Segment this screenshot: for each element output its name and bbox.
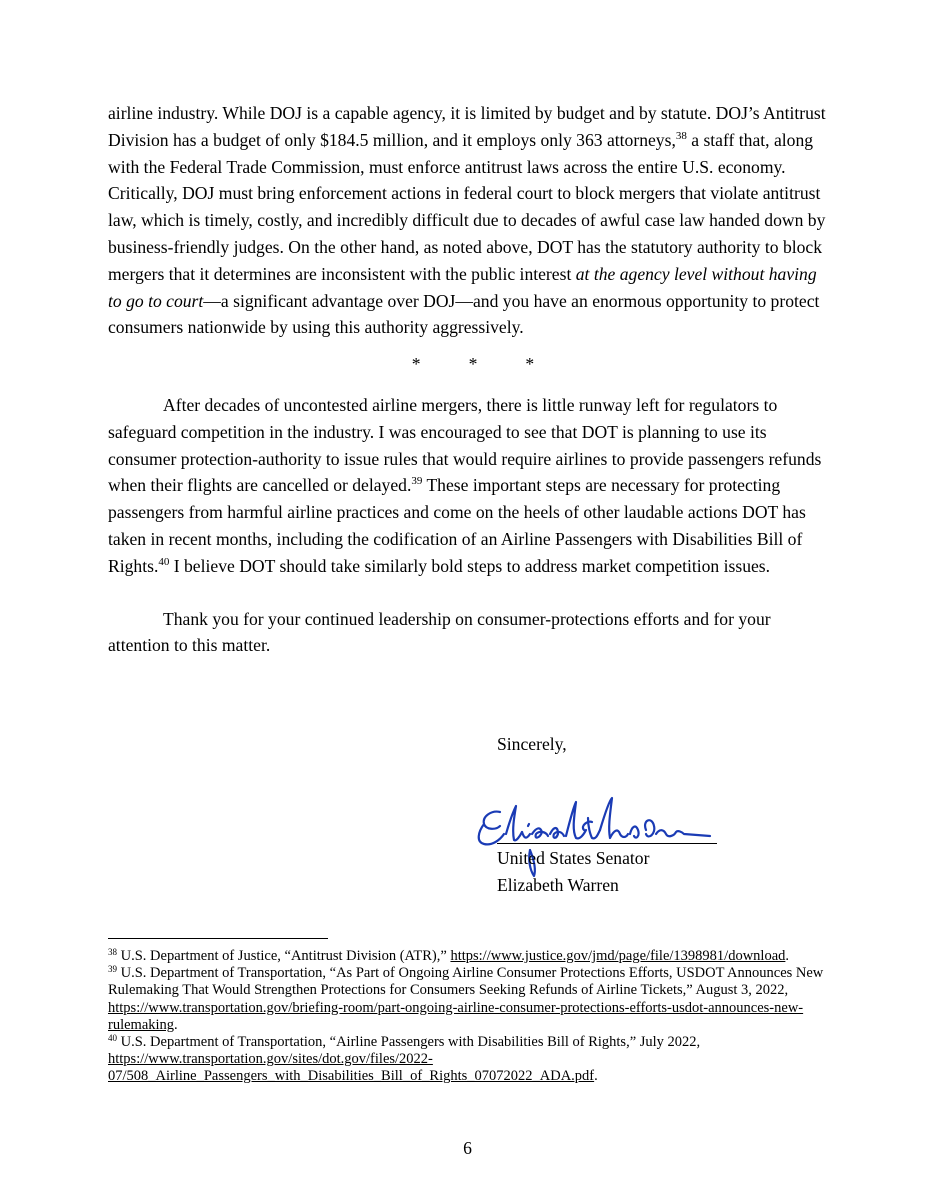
signer-title: United States Senator [497,848,650,868]
letter-body [108,100,830,659]
separator-asterisk: * [411,354,421,375]
separator-asterisk: * [525,354,535,375]
signer-name: Elizabeth Warren [497,874,619,895]
section-separator [108,351,830,378]
footnote-ref-40[interactable]: 40 [158,555,170,568]
paragraph-text: a staff that, along with the Federal Trade Commission, must enforce antitrust laws across the entire U.S. economy. Critically, DOJ must bring enforcement actions in federal court to block mergers that violate antitrust law, which is timely, costly, and incredibly difficult due to decades of awful case law handed down by business-friendly judges. On the other hand, as noted above, DOT has the statutory authority to block mergers that it determines are inconsistent with the public interest [108,129,826,284]
emphasized-text: at the agency level without having to go to court [108,263,817,311]
paragraph-thank-you: Thank you for your continued leadership on consumer-protections efforts and for your attention to this matter. [108,608,771,656]
paragraph-text: airline industry. While DOJ is a capable agency, it is limited by budget and by statute. DOJ’s Antitrust Division has a budget of only $184.5 million, and it employs only 363 attorneys, [108,103,826,150]
footnote-text: U.S. Department of Justice, “Antitrust Division (ATR),” [117,948,451,964]
footnote-number: 40 [108,1033,117,1044]
footnote-text: U.S. Department of Transportation, “Airline Passengers with Disabilities Bill of Rights,” July 2022, [117,1034,701,1051]
footnote-divider [108,938,328,939]
footnotes [108,948,830,1086]
footnote-link[interactable]: https://www.justice.gov/jmd/page/file/1398981/download [450,948,786,964]
footnote-tail: . [594,1068,598,1085]
footnote-number: 39 [108,964,117,975]
closing-salutation: Sincerely, [497,734,567,754]
footnote-ref-39[interactable]: 39 [411,475,423,488]
footnote-link[interactable]: https://www.transportation.gov/sites/dot.gov/files/2022-07/508_Airline_Passengers_with_Disabilities_Bill_of_Rights_07072022_ADA.pdf [108,1051,595,1085]
paragraph-text: After decades of uncontested airline mergers, there is little runway left for regulators to safeguard competition in the industry. I was encouraged to see that DOT is planning to use its consumer protection-authority to issue rules that would require airlines to provide passengers refunds when their flights are cancelled or delayed. [108,394,822,496]
separator-asterisk: * [468,354,478,375]
paragraph-text: I believe DOT should take similarly bold steps to address market competition issues. [169,555,771,576]
footnote-38 [108,948,830,965]
footnote-ref-38[interactable]: 38 [675,129,687,142]
footnote-text: U.S. Department of Transportation, “As Part of Ongoing Airline Consumer Protections Efforts, USDOT Announces New Rulemaking That Would Strengthen Protections for Consumers Seeking Refunds of Airline Tickets,” August 3, 2022, [108,965,824,999]
footnote-40 [108,1034,830,1086]
paragraph-consumer-protection [108,392,830,580]
paragraph-merger-authority [108,100,830,341]
footnote-number: 38 [108,947,117,957]
paragraph-text: —a significant advantage over DOJ—and you have an enormous opportunity to protect consumers nationwide by using this authority aggressively. [108,290,820,338]
paragraph-text: These important steps are necessary for protecting passengers from harmful airline practices and come on the heels of other laudable actions DOT has taken in recent months, including the codification of an Airline Passengers with Disabilities Bill of Rights. [108,475,806,576]
signer-block [497,845,649,899]
signature-line [497,843,717,844]
page-number: 6 [463,1138,472,1158]
footnote-39 [108,965,830,1034]
footnote-tail: . [785,948,790,964]
footnote-link[interactable]: https://www.transportation.gov/briefing-room/part-ongoing-airline-consumer-protections-efforts-usdot-announces-new-rulemaking [108,999,804,1033]
footnote-tail: . [174,1016,178,1033]
